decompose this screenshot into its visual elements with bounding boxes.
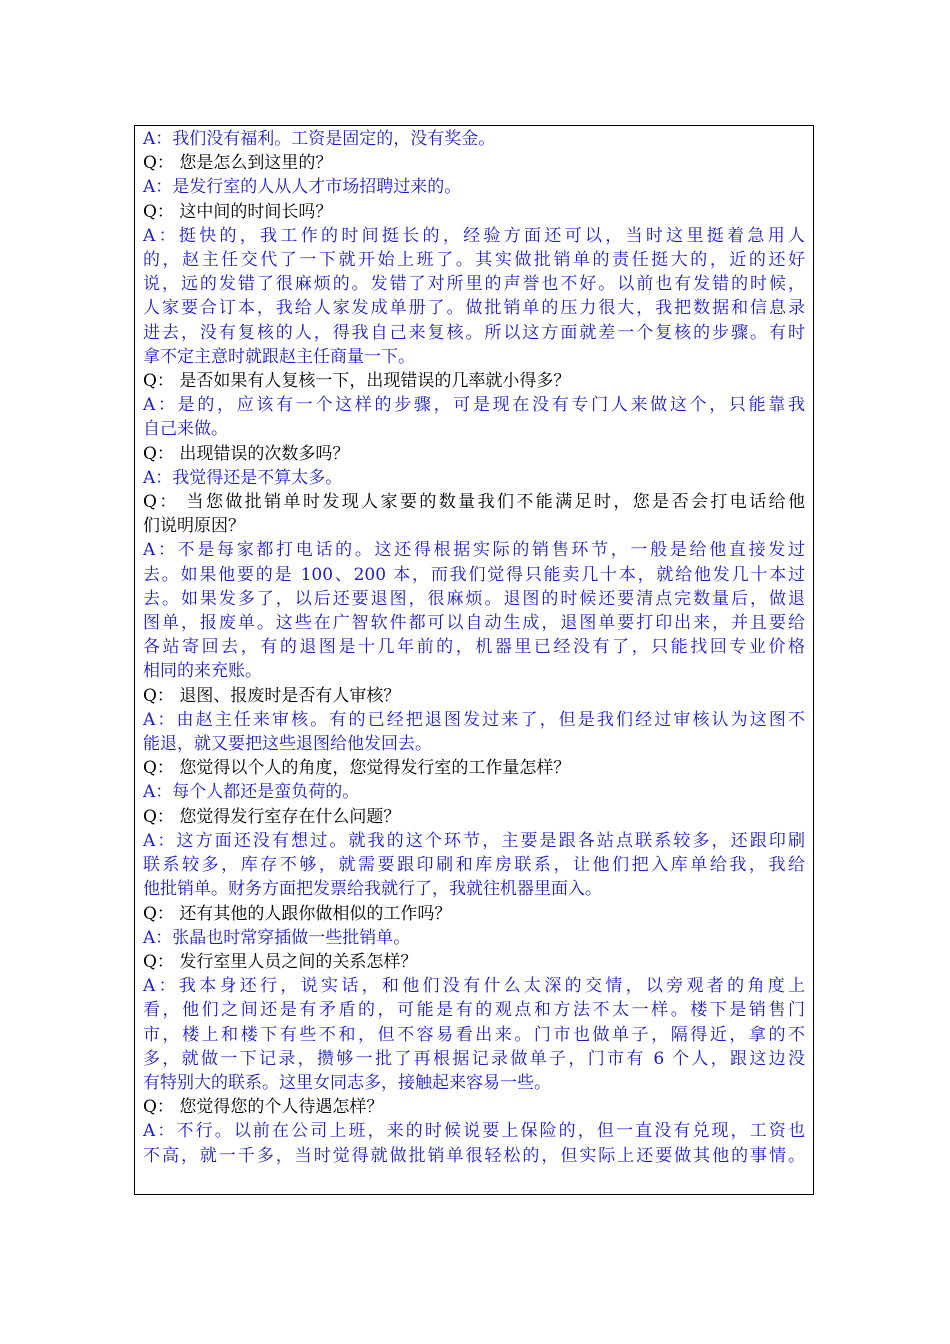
question-line: Q： 还有其他的人跟你做相似的工作吗？ xyxy=(143,903,452,924)
answer-line: A：我本身还行，说实话，和他们没有什么太深的交情，以旁观者的角度上 xyxy=(143,976,805,997)
question-line: 们说明原因？ xyxy=(143,516,245,537)
answer-line: A：张晶也时常穿插做一些批销单。 xyxy=(143,927,411,948)
answer-line: 的，赵主任交代了一下就开始上班了。其实做批销单的责任挺大的，近的还好 xyxy=(143,250,805,271)
question-line: Q： 退图、报废时是否有人审核？ xyxy=(143,685,401,706)
answer-line: 进去，没有复核的人，得我自己来复核。所以这方面就差一个复核的步骤。有时 xyxy=(143,322,805,343)
answer-line: 图单，报废单。这些在广智软件都可以自动生成，退图单要打印出来，并且要给 xyxy=(143,613,805,634)
answer-line: A：这方面还没有想过。就我的这个环节，主要是跟各站点联系较多，还跟印刷 xyxy=(143,830,805,851)
answer-line: A：挺快的，我工作的时间挺长的，经验方面还可以，当时这里挺着急用人 xyxy=(143,225,805,246)
answer-line: 多，就做一下记录，攒够一批了再根据记录做单子，门市有 6 个人，跟这边没 xyxy=(143,1048,805,1069)
answer-line: 不高，就一千多，当时觉得就做批销单很轻松的，但实际上还要做其他的事情。 xyxy=(143,1145,805,1166)
answer-line: 拿不定主意时就跟赵主任商量一下。 xyxy=(143,346,415,367)
interview-transcript-box xyxy=(134,125,814,1195)
answer-line: 自己来做。 xyxy=(143,419,228,440)
answer-line: 去。如果他要的是 100、200 本，而我们觉得只能卖几十本，就给他发几十本过 xyxy=(143,564,805,585)
answer-line: A：是的，应该有一个这样的步骤，可是现在没有专门人来做这个，只能靠我 xyxy=(143,395,805,416)
answer-line: 说，远的发错了很麻烦的。发错了对所里的声誉也不好。以前也有发错的时候， xyxy=(143,274,805,295)
question-line: Q： 您是怎么到这里的？ xyxy=(143,153,333,174)
answer-line: 各站寄回去，有的退图是十几年前的，机器里已经没有了，只能找回专业价格 xyxy=(143,637,805,658)
answer-line: A：由赵主任来审核。有的已经把退图发过来了，但是我们经过审核认为这图不 xyxy=(143,709,805,730)
question-line: Q： 您觉得以个人的角度，您觉得发行室的工作量怎样？ xyxy=(143,758,571,779)
answer-line: A：我们没有福利。工资是固定的，没有奖金。 xyxy=(143,129,496,149)
question-line: Q： 发行室里人员之间的关系怎样？ xyxy=(143,951,418,972)
question-line: Q： 您觉得您的个人待遇怎样？ xyxy=(143,1097,384,1118)
question-line: Q： 您觉得发行室存在什么问题？ xyxy=(143,806,401,827)
answer-line: 能退，就又要把这些退图给他发回去。 xyxy=(143,734,432,755)
answer-line: 联系较多，库存不够，就需要跟印刷和库房联系，让他们把入库单给我，我给 xyxy=(143,855,805,876)
question-line: Q： 这中间的时间长吗？ xyxy=(143,201,333,222)
answer-line: 有特别大的联系。这里女同志多，接触起来容易一些。 xyxy=(143,1072,551,1093)
answer-line: 去。如果发多了，以后还要退图，很麻烦。退图的时候还要清点完数量后，做退 xyxy=(143,588,805,609)
answer-line: A：不是每家都打电话的。这还得根据实际的销售环节，一般是给他直接发过 xyxy=(143,540,805,561)
answer-line: A：我觉得还是不算太多。 xyxy=(143,467,343,488)
answer-line: 相同的来充账。 xyxy=(143,661,262,682)
answer-line: 他批销单。财务方面把发票给我就行了，我就往机器里面入。 xyxy=(143,879,602,900)
question-line: Q： 当您做批销单时发现人家要的数量我们不能满足时，您是否会打电话给他 xyxy=(143,492,805,513)
answer-line: 看，他们之间还是有矛盾的，可能是有的观点和方法不太一样。楼下是销售门 xyxy=(143,1000,805,1021)
answer-line: A：每个人都还是蛮负荷的。 xyxy=(143,782,360,803)
answer-line: A：不行。以前在公司上班，来的时候说要上保险的，但一直没有兑现，工资也 xyxy=(143,1121,805,1142)
question-line: Q： 出现错误的次数多吗？ xyxy=(143,443,350,464)
question-line: Q： 是否如果有人复核一下，出现错误的几率就小得多？ xyxy=(143,371,571,392)
answer-line: 人家要合订本，我给人家发成单册了。做批销单的压力很大，我把数据和信息录 xyxy=(143,298,805,319)
answer-line: 市，楼上和楼下有些不和，但不容易看出来。门市也做单子，隔得近，拿的不 xyxy=(143,1024,805,1045)
answer-line: A：是发行室的人从人才市场招聘过来的。 xyxy=(143,177,462,198)
